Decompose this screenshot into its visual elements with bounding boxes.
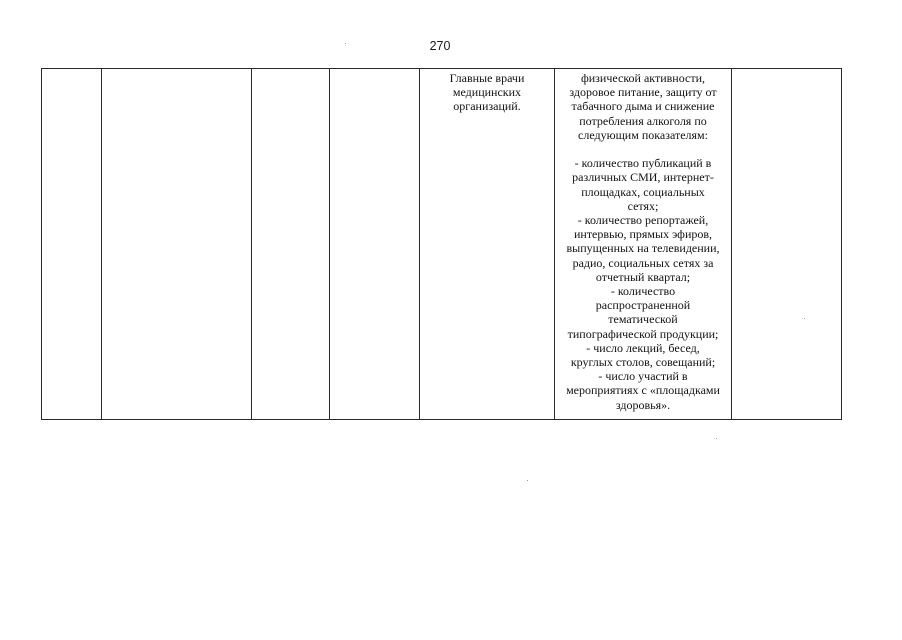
- table-cell-col1: [42, 69, 102, 420]
- cell-text: [252, 69, 329, 71]
- table-cell-responsible: [420, 69, 555, 420]
- scan-speck: [527, 480, 528, 481]
- table-cell-col7: [732, 69, 842, 420]
- plan-table: [41, 68, 842, 420]
- table-row: [42, 69, 842, 420]
- page-number: 270: [429, 39, 451, 53]
- table-cell-col3: [252, 69, 330, 420]
- responsible-text: Главные врачи медицинских организаций.: [449, 71, 525, 114]
- table-cell-col2: [102, 69, 252, 420]
- table-cell-col4: [330, 69, 420, 420]
- scan-speck: [716, 438, 717, 439]
- cell-text: [102, 69, 251, 71]
- cell-text: [42, 69, 101, 71]
- cell-text: [330, 69, 419, 71]
- scan-speck: [804, 318, 805, 319]
- table-cell-indicators: [555, 69, 732, 420]
- cell-text: [732, 69, 841, 71]
- scan-speck: [345, 43, 346, 44]
- indicators-text: физической активности, здоровое питание, защиту от табачного дыма и снижение потребления алкоголя по следующим показателям: - количество публикаций в различных СМИ, интернет- площадках, социальных сетях; - количество репортажей, интервью, прямых эфиров, выпущенных на телевидении, радио, социальных сетях за отчетный квартал; - количество распространенной тематической типографической продукции; - число лекций, бесед, круглых столов, совещаний; - число участий в мероприятиях с «площадками здоровья».: [566, 71, 720, 412]
